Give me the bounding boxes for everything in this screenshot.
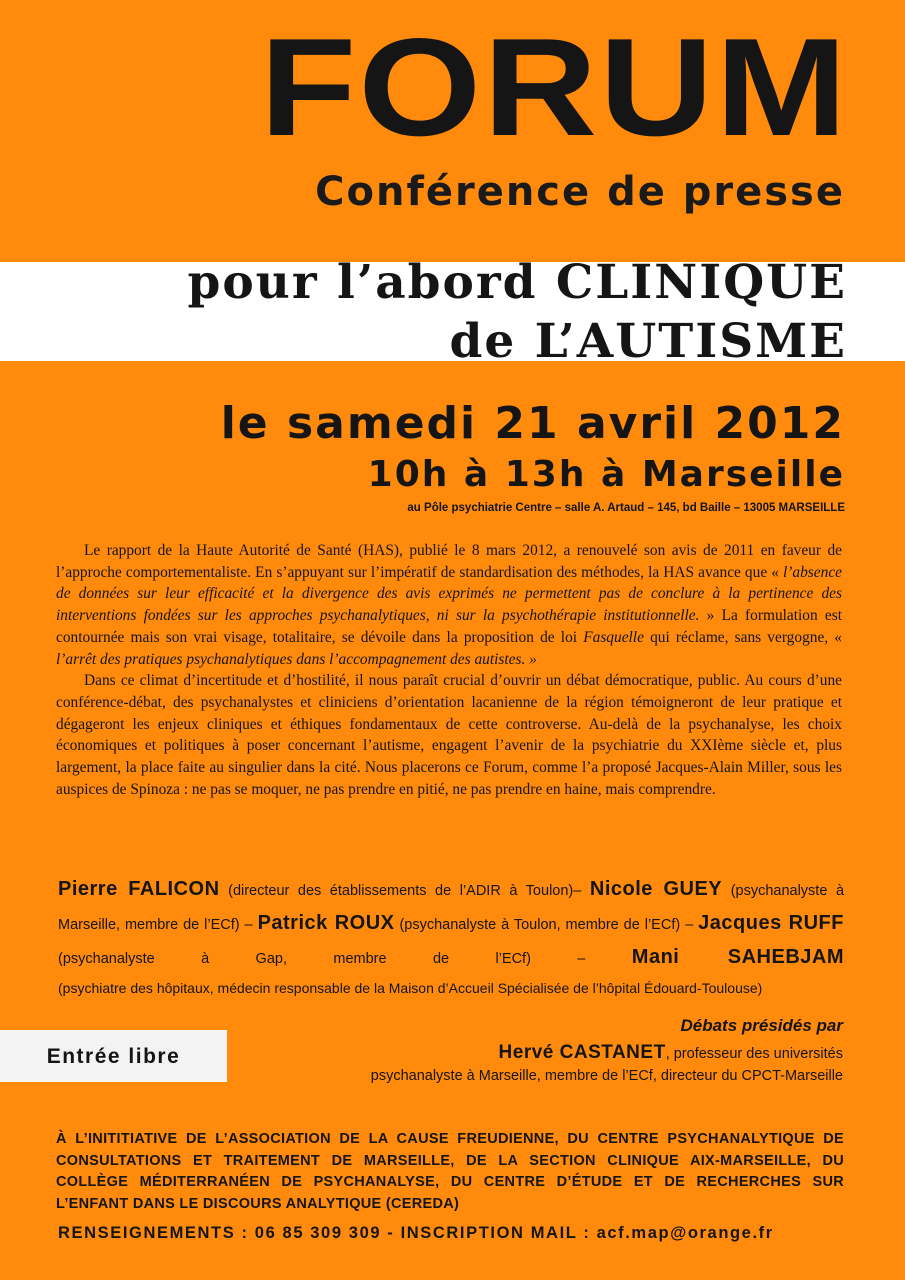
free-entry-badge: Entrée libre (0, 1030, 227, 1082)
theme-line-2: de L’AUTISME (449, 314, 847, 369)
debate-president (499, 1042, 843, 1065)
speaker-role: (psychanalyste à Gap, membre de l’ECf) (58, 951, 531, 967)
speaker-name: Patrick ROUX (257, 912, 395, 934)
event-date: le samedi 21 avril 2012 (220, 398, 845, 449)
president-name: Hervé CASTANET (498, 1042, 666, 1063)
p1-text-a: Le rapport de la Haute Autorité de Santé (HAS), publié le 8 mars 2012, a renouvelé son avis de 2011 en faveur de l’approche comportementaliste. En s’appuyant sur l’impératif de standardisation des méthodes, la HAS avance que « (56, 542, 842, 581)
separator: – (573, 883, 582, 899)
event-time-place: 10h à 13h à Marseille (367, 454, 845, 495)
law-name: Fasquelle (583, 628, 644, 646)
separator: – (685, 917, 694, 933)
event-venue: au Pôle psychiatrie Centre – salle A. Artaud – 145, bd Baille – 13005 MARSEILLE (407, 502, 845, 514)
p1-text-b: » La formulation est contournée mais son vrai visage, totalitaire, se dévoile dans la proposition de loi (56, 607, 842, 646)
separator: – (244, 917, 253, 933)
press-conference-subtitle: Conférence de presse (315, 169, 845, 215)
president-role: , professeur des universités (665, 1046, 843, 1062)
contact-line: RENSEIGNEMENTS : 06 85 309 309 - INSCRIPTION MAIL : acf.map@orange.fr (58, 1224, 774, 1242)
speaker-name: Mani SAHEBJAM (631, 946, 844, 968)
speaker-role: (directeur des établissements de l’ADIR à Toulon) (228, 883, 574, 899)
body-text (56, 540, 842, 800)
separator: – (577, 951, 586, 967)
speakers-list (58, 873, 844, 1001)
speaker-role: (psychanalyste à Marseille, membre de l’ECf) (58, 883, 845, 933)
speaker-name: Nicole GUEY (589, 878, 723, 900)
speaker-role: (psychiatre des hôpitaux, médecin responsable de la Maison d’Accueil Spécialisée de l’hôpital Édouard-Toulouse) (58, 980, 763, 996)
paragraph-2: Dans ce climat d’incertitude et d’hostilité, il nous paraît crucial d’ouvrir un débat démocratique, public. Au cours d’une conférence-débat, des psychanalystes et cliniciens d’orientation lacanienne de la région témoigneront de leur pratique et dégageront les enjeux cliniques et éthiques fondamentaux de cette controverse. Au-delà de la psychanalyse, les choix économiques et politiques à poser concernant l’autisme, engagent l’avenir de la psychiatrie du XXIème siècle et, plus largement, la place faite au singulier dans la cité. Nous placerons ce Forum, comme l’a proposé Jacques-Alain Miller, sous les auspices de Spinoza : ne pas se moquer, ne pas prendre en pitié, ne pas prendre en haine, mais comprendre. (56, 672, 842, 798)
has-quote: l’absence de données sur leur efficacité et la divergence des avis exprimés ne permettent pas de conclure à la pertinence des interventions fondées sur les approches psychanalytiques, ni sur la psychothérapie institutionnelle. (56, 563, 842, 625)
initiative-text: À L’INITITIATIVE DE L’ASSOCIATION DE LA CAUSE FREUDIENNE, DU CENTRE PSYCHANALYTIQUE DE CONSULTATIONS ET TRAITEMENT DE MARSEILLE, DE LA SECTION CLINIQUE AIX-MARSEILLE, DU COLLÈGE MÉDITERRANÉEN DE PSYCHANALYSE, DU CENTRE D’ÉTUDE ET DE RECHERCHES SUR L’ENFANT DANS LE DISCOURS ANALYTIQUE (CEREDA) (56, 1131, 844, 1212)
speaker-role: (psychanalyste à Toulon, membre de l’ECf) (399, 917, 681, 933)
president-role-2: psychanalyste à Marseille, membre de l’ECf, directeur du CPCT-Marseille (370, 1068, 843, 1084)
law-quote: l’arrêt des pratiques psychanalytiques dans l’accompagnement des autistes. » (56, 650, 537, 668)
p1-text-c: qui réclame, sans vergogne, « (643, 628, 842, 646)
speaker-name: Jacques RUFF (698, 912, 844, 934)
speaker-name: Pierre FALICON (58, 878, 220, 900)
forum-title: FORUM (259, 10, 849, 165)
debate-heading: Débats présidés par (680, 1016, 843, 1035)
paragraph-1 (56, 540, 842, 670)
theme-line-1: pour l’abord CLINIQUE (187, 255, 847, 310)
